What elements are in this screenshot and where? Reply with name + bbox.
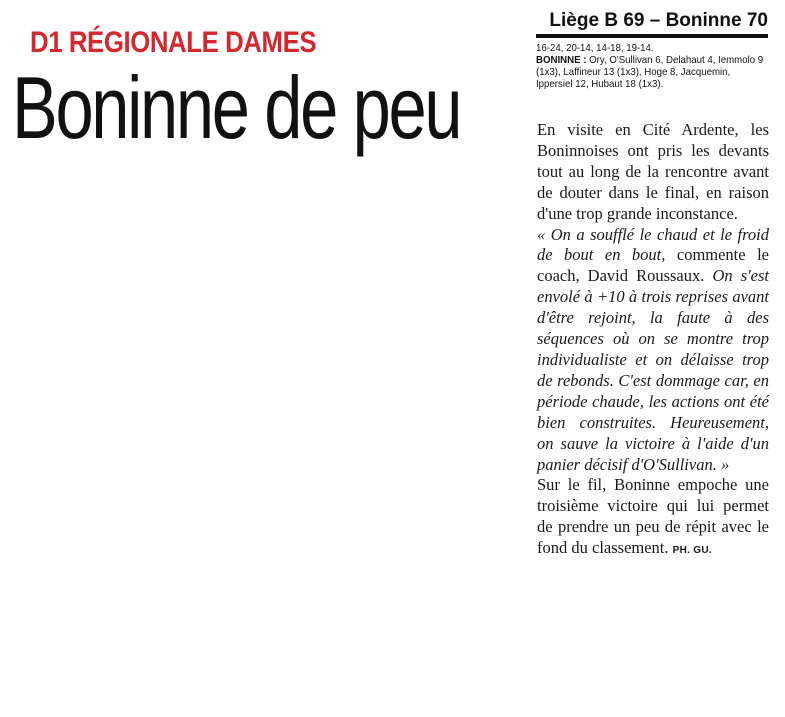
- score-box: [536, 10, 768, 90]
- team-name: BONINNE :: [536, 54, 587, 66]
- article-headline: Boninne de peu: [12, 58, 461, 157]
- score-title: Liège B 69 – Boninne 70: [549, 10, 768, 31]
- quarter-scores: 16-24, 20-14, 14-18, 19-14.: [536, 42, 654, 54]
- team-lineup: [536, 54, 766, 90]
- article-paragraph-2: [537, 225, 769, 476]
- quote-part-2: On s'est envolé à +10 à trois reprises avant d'être rejoint, la faute à des séquences où on se montre trop individualiste et on délaisse trop de rebonds. C'est dommage car, en période chaude, les actions ont été bien construites. Heureusement, on sauve la victoire à l'aide d'un panier décisif d'O'Sullivan. »: [537, 266, 769, 474]
- byline: PH. GU.: [672, 545, 712, 557]
- article-body: [537, 120, 769, 562]
- section-kicker: D1 RÉGIONALE DAMES: [30, 26, 317, 59]
- article-paragraph-1: En visite en Cité Ardente, les Boninnoises ont pris les devants tout au long de la rencontre avant de douter dans le final, en raison d'une trop grande inconstance.: [537, 120, 769, 223]
- article-paragraph-3: [537, 475, 769, 562]
- quote-part-1: « On a soufflé le chaud et le froid de bout en bout,: [537, 224, 769, 265]
- score-details: [536, 42, 766, 90]
- quote-attribution: commente le coach, David Roussaux.: [537, 245, 769, 286]
- score-divider: [536, 34, 768, 38]
- article-paragraph-3-text: Sur le fil, Boninne empoche une troisième victoire qui lui permet de prendre un peu de répit avec le fond du classement.: [537, 475, 769, 558]
- player-scores: Ory, O'Sullivan 6, Delahaut 4, Iemmolo 9 (1x3), Laffineur 13 (1x3), Hoge 8, Jacquemin, Ippersiel 12, Hubaut 18 (1x3).: [536, 54, 764, 90]
